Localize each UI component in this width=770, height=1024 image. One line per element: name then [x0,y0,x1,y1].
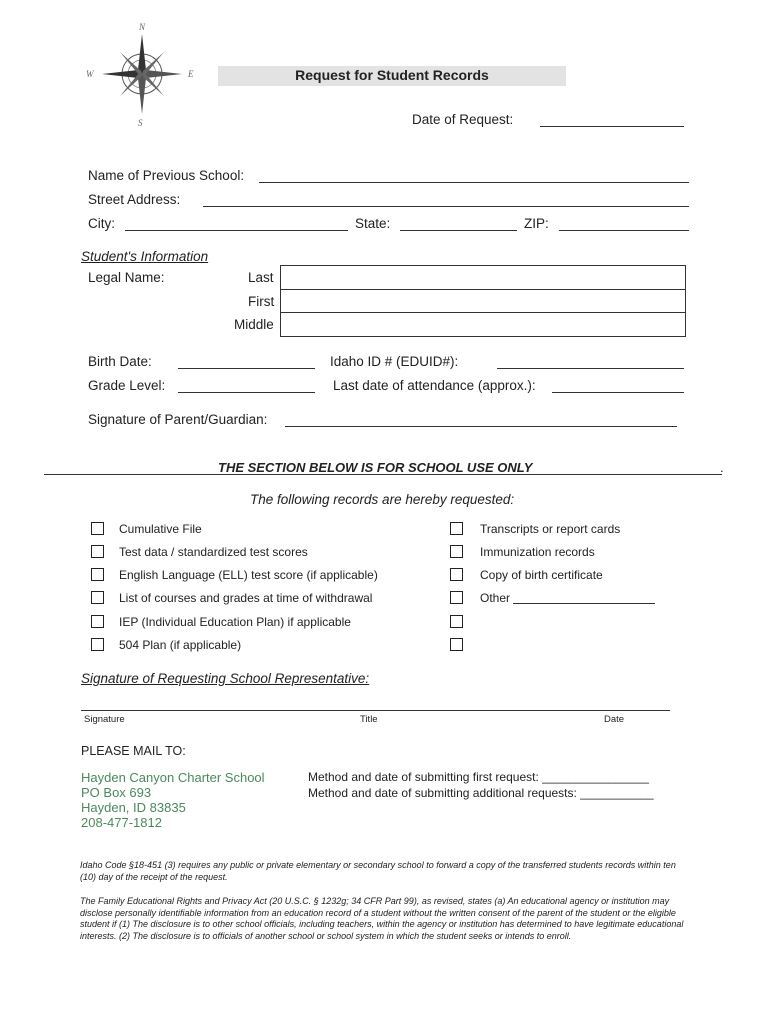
method-first-request: Method and date of submitting first request: ________________ [308,770,649,784]
checklist-item-label: Copy of birth certificate [480,568,603,582]
street-address-label: Street Address: [88,192,181,207]
idaho-id-field[interactable] [497,368,684,369]
zip-label: ZIP: [524,216,549,231]
school-use-heading: THE SECTION BELOW IS FOR SCHOOL USE ONLY [218,460,533,475]
school-use-heading-dot: . [720,460,724,475]
signature-caption: Signature [84,714,125,725]
checkbox-transcripts[interactable] [450,522,463,535]
mail-address-line: Hayden, ID 83835 [81,800,186,815]
checkbox-blank-2[interactable] [450,638,463,651]
mail-phone: 208-477-1812 [81,815,162,830]
date-of-request-field[interactable] [540,126,684,127]
checklist-item-label: IEP (Individual Education Plan) if applicable [119,615,351,629]
method-additional-requests: Method and date of submitting additional requests: ___________ [308,786,654,800]
middle-name-input[interactable] [280,312,686,337]
last-attendance-label: Last date of attendance (approx.): [333,378,536,393]
legal-name-label: Legal Name: [88,270,165,285]
title-caption: Title [360,714,378,725]
rep-signature-field[interactable] [81,710,670,711]
page-title: Request for Student Records [295,67,489,83]
street-address-field[interactable] [203,206,689,207]
compass-rose-logo [82,18,202,130]
checklist-item-label: Cumulative File [119,522,202,536]
checkbox-courses-grades[interactable] [91,591,104,604]
compass-w: W [86,69,94,79]
city-field[interactable] [125,230,348,231]
parent-signature-field[interactable] [285,426,677,427]
first-name-label: First [248,294,275,309]
checklist-item-label: 504 Plan (if applicable) [119,638,242,652]
ferpa-note: The Family Educational Rights and Privacy Act (20 U.S.C. § 1232g; 34 CFR Part 99), as revised, states (a) An educational agency or institution may disclose personally identifiable information from an education record of a student without the written consent of the parent of the student or the eligible student if (1) The disclosure is to other school officials, including teachers, within the agency or institution has determined to have legitimate educational interests. (2) The disclosure is to officials of another school or school system in which the student seeks or intends to enroll. [80,896,684,941]
last-name-input[interactable] [280,265,686,290]
checklist-item-label: List of courses and grades at time of withdrawal [119,591,373,605]
grade-level-label: Grade Level: [88,378,166,393]
checklist-item-label: Test data / standardized test scores [119,545,308,559]
rep-signature-heading: Signature of Requesting School Representative: [81,671,370,686]
checkbox-test-data[interactable] [91,545,104,558]
idaho-code-note: Idaho Code §18-451 (3) requires any public or private elementary or secondary school to forward a copy of the transferred students records within ten (10) day of the receipt of the request. [80,860,676,882]
checkbox-504-plan[interactable] [91,638,104,651]
last-attendance-field[interactable] [552,392,684,393]
checkbox-birth-certificate[interactable] [450,568,463,581]
records-requested-subheading: The following records are hereby requested: [250,492,515,507]
previous-school-label: Name of Previous School: [88,168,245,183]
checkbox-ell-score[interactable] [91,568,104,581]
last-name-label: Last [248,270,274,285]
checklist-item-label: Other [480,591,511,605]
checkbox-other[interactable] [450,591,463,604]
checkbox-immunization[interactable] [450,545,463,558]
compass-s: S [138,118,143,128]
other-records-field[interactable] [513,603,655,604]
first-name-input[interactable] [280,289,686,313]
state-label: State: [355,216,391,231]
compass-e: E [188,69,194,79]
middle-name-label: Middle [234,317,274,332]
checkbox-iep[interactable] [91,615,104,628]
birth-date-label: Birth Date: [88,354,152,369]
birth-date-field[interactable] [178,368,315,369]
date-caption: Date [604,714,625,725]
state-field[interactable] [400,230,517,231]
compass-n: N [139,22,146,32]
date-of-request-label: Date of Request: [412,112,514,127]
grade-level-field[interactable] [178,392,315,393]
checklist-item-label: English Language (ELL) test score (if applicable) [119,568,378,582]
checkbox-cumulative-file[interactable] [91,522,104,535]
city-label: City: [88,216,115,231]
zip-field[interactable] [559,230,689,231]
parent-signature-label: Signature of Parent/Guardian: [88,412,268,427]
mail-to-heading: PLEASE MAIL TO: [81,744,186,758]
checklist-item-label: Immunization records [480,545,595,559]
mail-address-line: PO Box 693 [81,785,152,800]
idaho-id-label: Idaho ID # (EDUID#): [330,354,459,369]
mail-address-line: Hayden Canyon Charter School [81,770,265,785]
student-info-heading: Student's Information [81,249,209,264]
checkbox-blank-1[interactable] [450,615,463,628]
checklist-item-label: Transcripts or report cards [480,522,621,536]
previous-school-field[interactable] [259,182,689,183]
